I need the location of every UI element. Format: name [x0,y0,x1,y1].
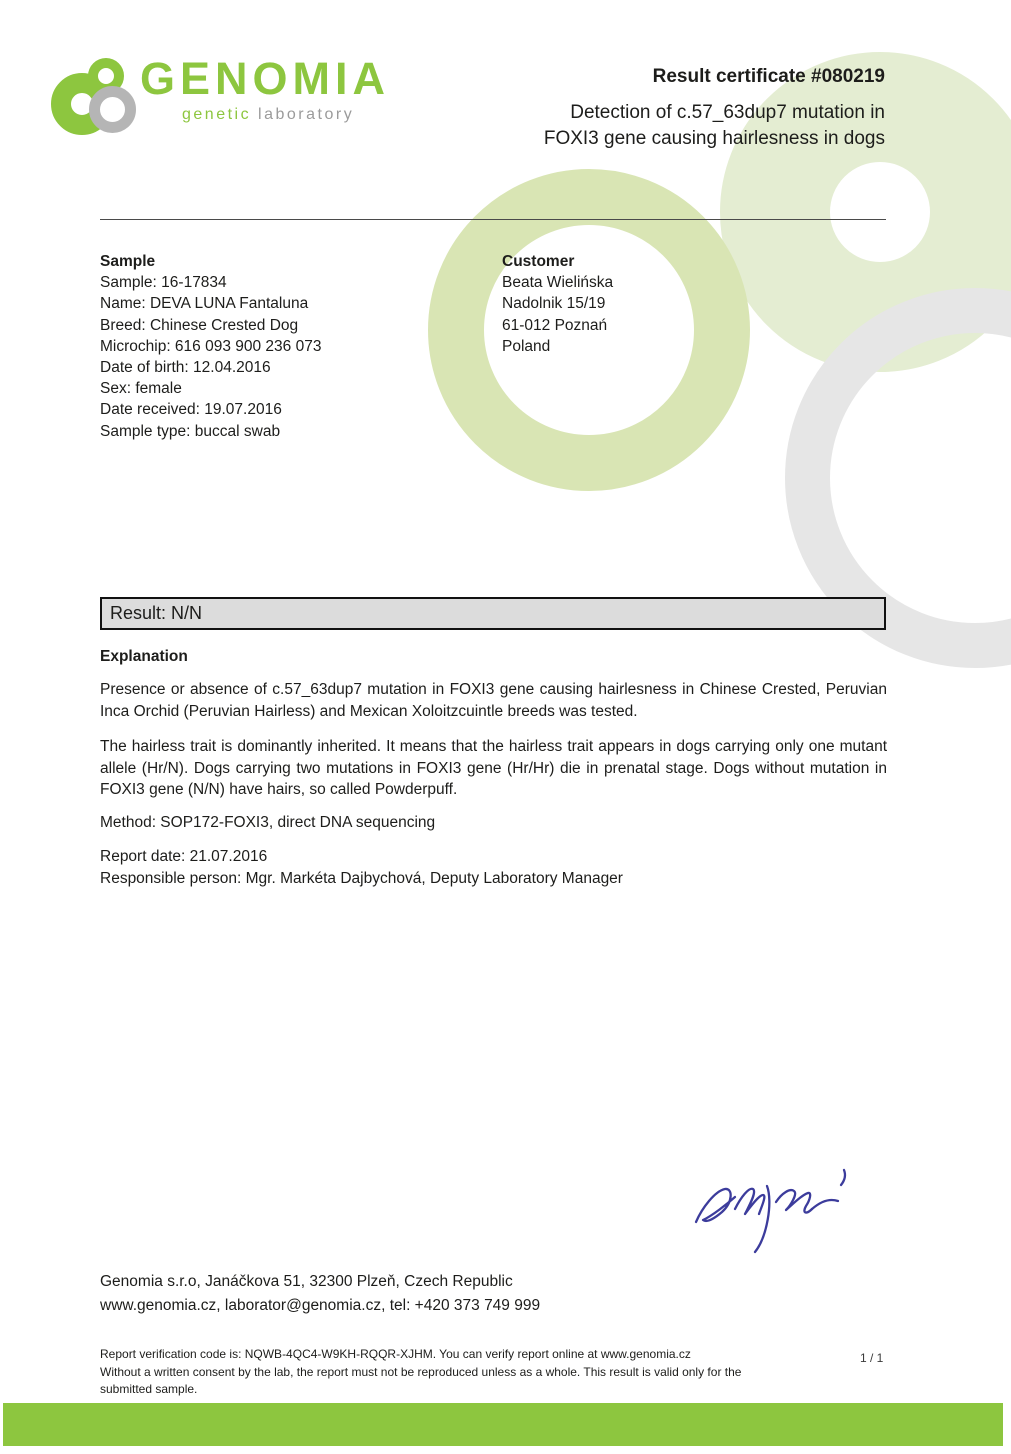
method-line: Method: SOP172-FOXI3, direct DNA sequencing [100,814,436,831]
header-divider [100,219,886,220]
sample-line: Sample: 16-17834 [100,274,227,292]
sample-heading: Sample [100,253,156,270]
result-box: Result: N/N [100,597,886,630]
logo-tagline-laboratory: laboratory [258,106,355,123]
customer-heading: Customer [502,253,575,270]
certificate-header [515,66,885,152]
customer-line: Poland [502,337,551,355]
responsible-person-line: Responsible person: Mgr. Markéta Dajbychová, Deputy Laboratory Manager [100,870,623,887]
lab-address [100,1270,540,1318]
customer-line: 61-012 Poznań [502,316,608,334]
report-date-line: Report date: 21.07.2016 [100,848,268,865]
sample-line: Name: DEVA LUNA Fantaluna [100,295,309,313]
certificate-title: Result certificate #080219 [652,66,885,87]
disclaimer-line: Without a written consent by the lab, the report must not be reproduced unless as a whole. This result is valid only for the submitted sample. [100,1364,742,1396]
logo-tagline [182,106,354,124]
sample-line: Date of birth: 12.04.2016 [100,359,271,377]
report-info [100,846,623,890]
test-title: Detection of c.57_63dup7 mutation in FOXI3 gene causing hairlesness in dogs [543,102,885,149]
sample-section [100,251,430,442]
customer-section [502,251,802,357]
address-line-1: Genomia s.r.o, Janáčkova 51, 32300 Plzeň, Czech Republic [100,1273,513,1290]
sample-line: Sex: female [100,380,182,398]
address-line-2: www.genomia.cz, laborator@genomia.cz, tel: +420 373 749 999 [100,1297,541,1314]
verification-code-line: Report verification code is: NQWB-4QC4-W9KH-RQQR-XJHM. You can verify report online at www.genomia.cz [100,1347,691,1361]
customer-line: Beata Wielińska [502,274,614,292]
signature-image [688,1158,863,1263]
page-number: 1 / 1 [860,1351,884,1365]
explanation-paragraph-1: Presence or absence of c.57_63dup7 mutation in FOXI3 gene causing hairlesness in Chinese Crested, Peruvian Inca Orchid (Peruvian Hairless) and Mexican Xoloitzcuintle breeds was tested. [100,681,887,720]
footer-green-bar [3,1403,1003,1446]
sample-line: Sample type: buccal swab [100,422,281,440]
sample-line: Date received: 19.07.2016 [100,401,282,419]
sample-line: Breed: Chinese Crested Dog [100,316,299,334]
logo-tagline-genetic: genetic [182,106,252,123]
explanation-heading: Explanation [100,648,188,665]
explanation-paragraph-2: The hairless trait is dominantly inherited. It means that the hairless trait appears in dogs carrying only one mutant allele (Hr/N). Dogs carrying two mutations in FOXI3 gene (Hr/Hr) die in prenatal stage. Dogs without mutation in FOXI3 gene (N/N) have hairs, so called Powderpuff. [100,738,887,798]
fine-print [100,1346,790,1399]
customer-line: Nadolnik 15/19 [502,295,606,313]
logo-gray-circle-icon [89,86,136,133]
sample-line: Microchip: 616 093 900 236 073 [100,337,322,355]
logo-brand-text: GENOMIA [140,53,391,104]
